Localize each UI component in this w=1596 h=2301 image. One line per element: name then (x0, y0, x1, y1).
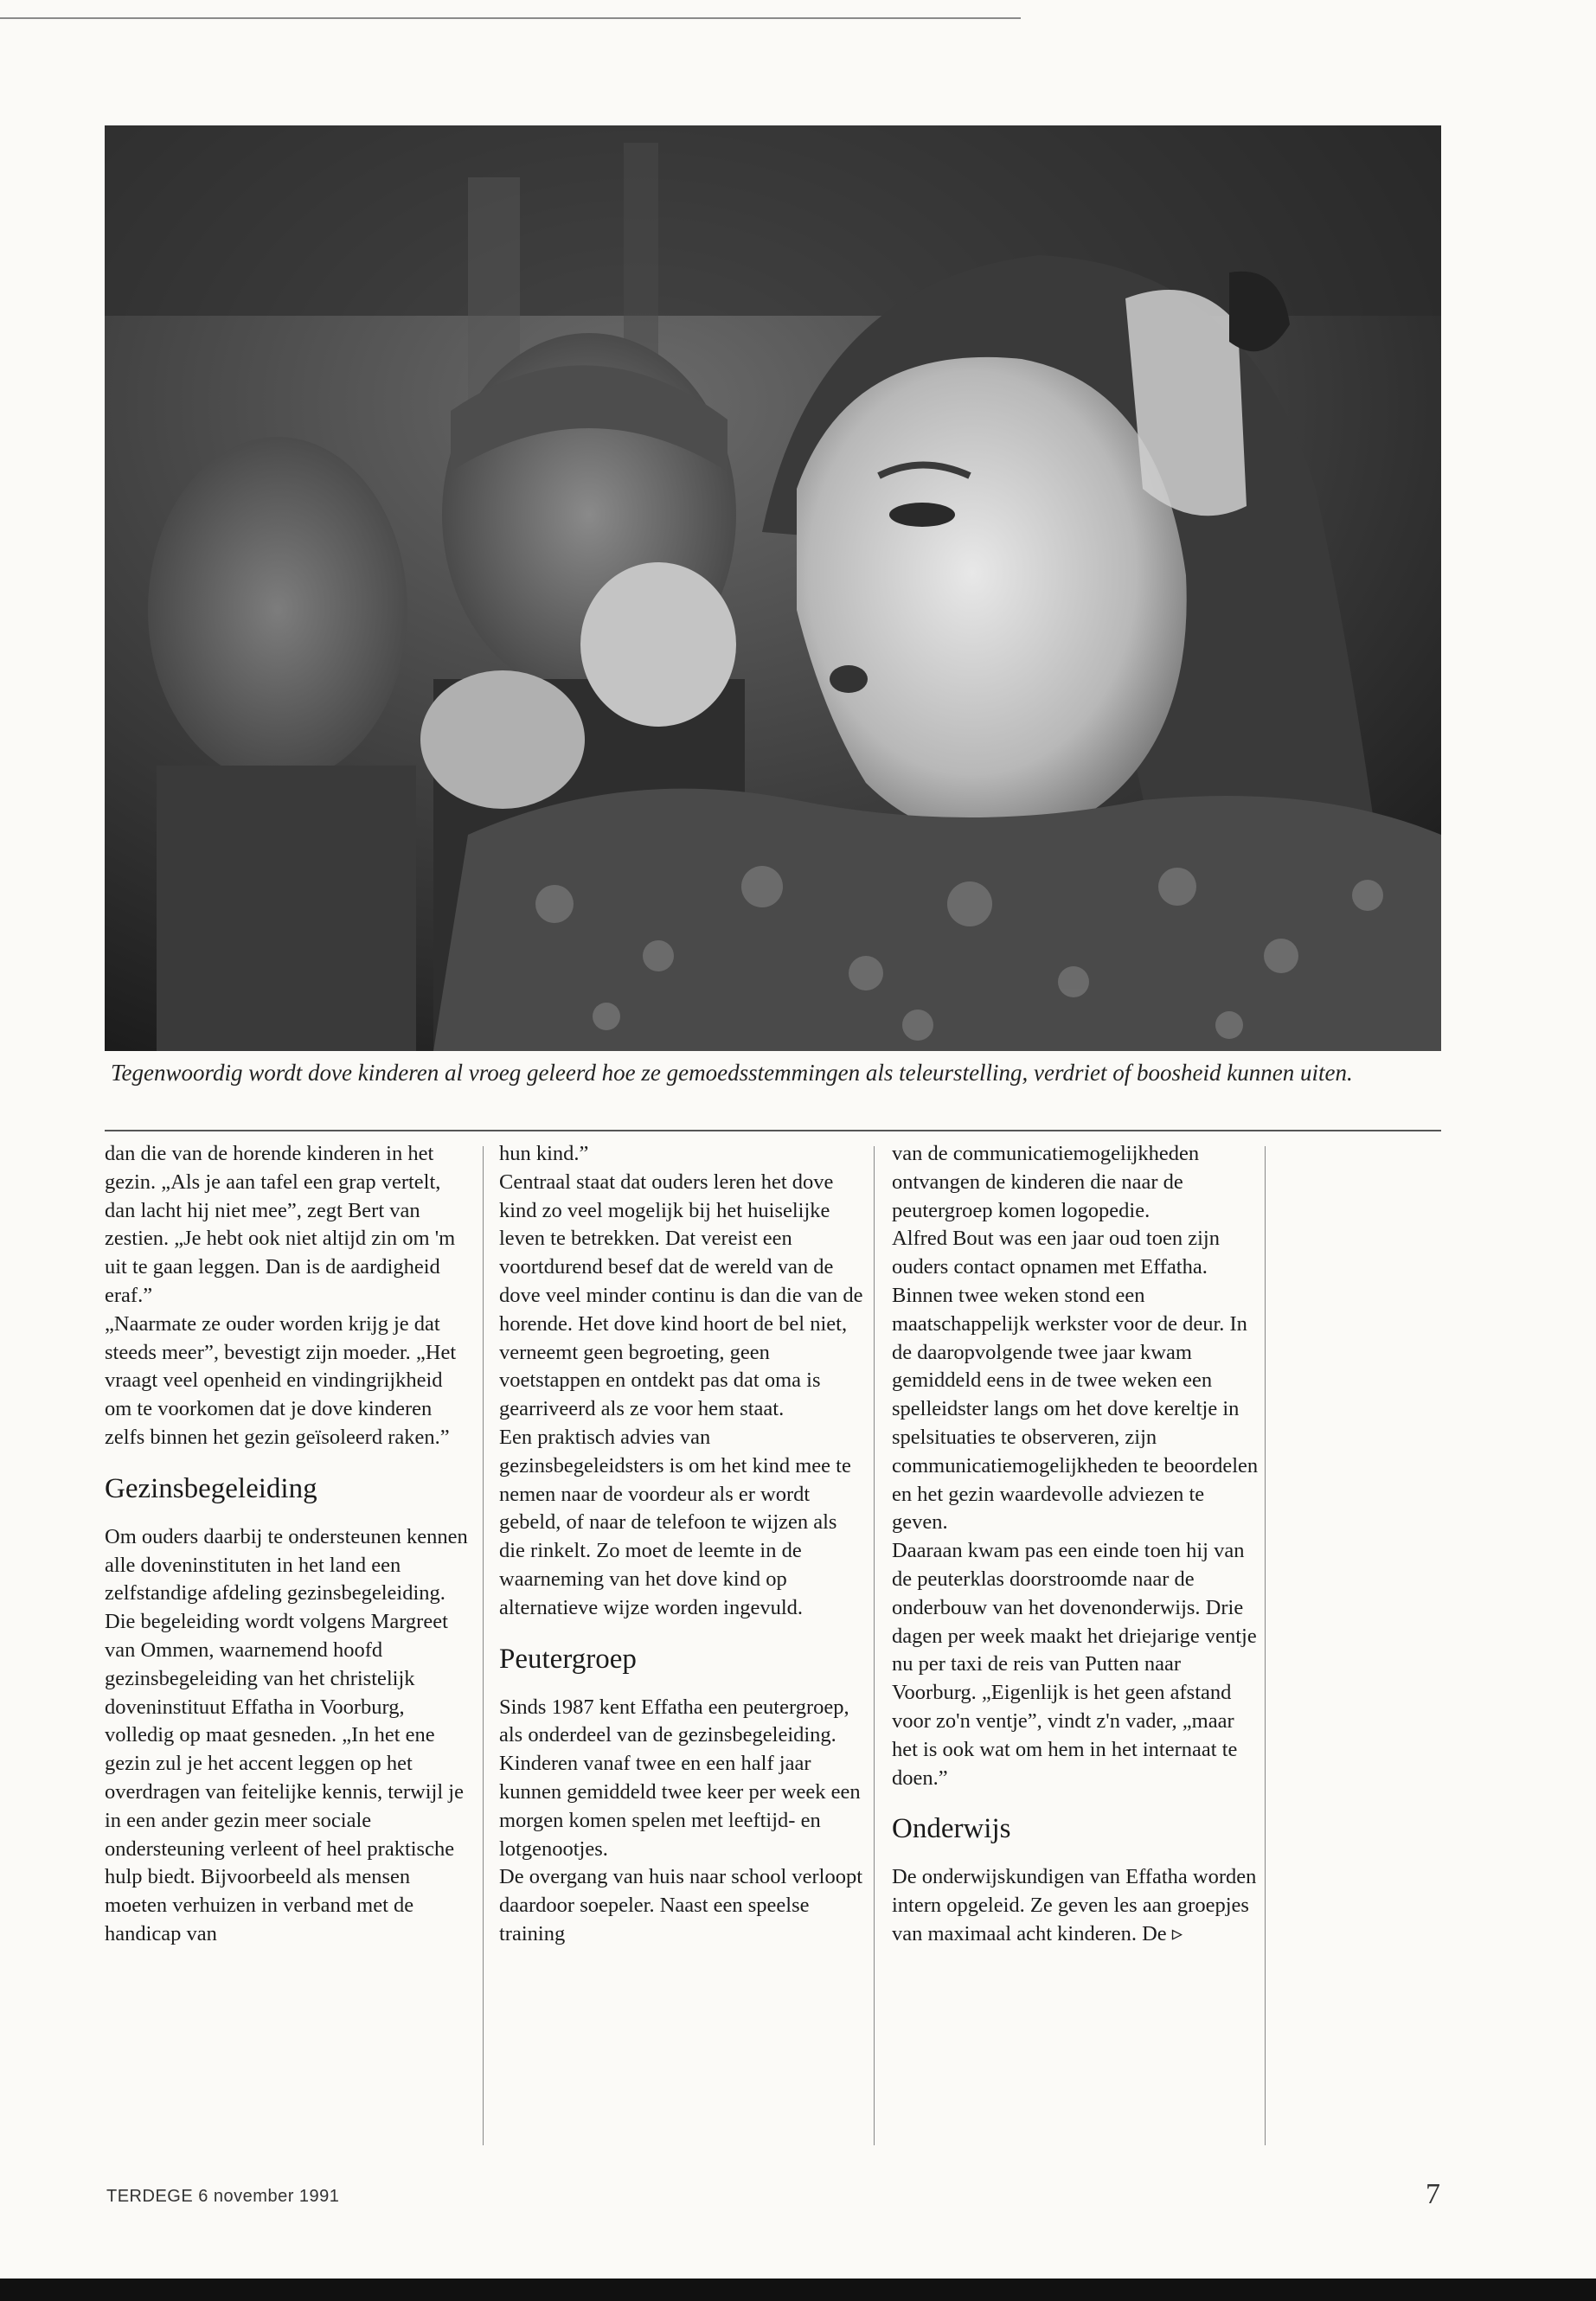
article-column-1 (105, 1140, 472, 1949)
paragraph: Daaraan kwam pas een einde toen hij van de peuterklas doorstroomde naar de onderbouw van het dovenonderwijs. Drie dagen per week maakt het driejarige ventje nu per taxi de reis van Putten naar Voorburg. „Eigenlijk is het geen afstand voor zo'n ventje”, vindt z'n vader, „maar het is ook wat om hem in het internaat te doen.” (892, 1539, 1257, 1790)
paragraph: De overgang van huis naar school verloopt daardoor soepeler. Naast een speelse training (499, 1865, 863, 1945)
column-divider (1265, 1146, 1266, 2145)
scan-edge-bar (0, 2279, 1596, 2301)
column-divider (874, 1146, 875, 2145)
publication-footer: TERDEGE 6 november 1991 (106, 2187, 340, 2206)
paragraph: Om ouders daarbij te ondersteunen kennen alle doveninstituten in het land een zelfstandige afdeling gezinsbegeleiding. Die begeleiding wordt volgens Margreet van Ommen, waarnemend hoofd gezinsbegeleiding van het christelijk doveninstituut Effatha in Voorburg, volledig op maat gesneden. „In het ene gezin zul je het accent leggen op het overdragen van feitelijke kennis, terwijl je in een ander gezin meer sociale ondersteuning verleent of heel praktische hulp biedt. Bijvoorbeeld als mensen moeten verhuizen in verband met de handicap van (105, 1524, 468, 1945)
paragraph: Alfred Bout was een jaar oud toen zijn ouders contact opnamen met Effatha. Binnen twee weken stond een maatschappelijk werkster voor de deur. In de daaropvolgende twee jaar kwam gemiddeld eens in de twee weken een spelleidster langs om het dove kereltje in spelsituaties te observeren, zijn communicatiemogelijkheden te beoordelen en het gezin waardevolle adviezen te geven. (892, 1227, 1259, 1535)
paragraph: Centraal staat dat ouders leren het dove kind zo veel mogelijk bij het huiselijke leven te betrekken. Dat vereist een voortdurend besef dat de wereld van de dove veel minder continu is dan die van de horende. Het dove kind hoort de bel niet, verneemt geen begroeting, geen voetstappen en ontdekt pas dat oma is gearriveerd als ze voor hem staat. (499, 1170, 863, 1421)
photo-caption: Tegenwoordig wordt dove kinderen al vroeg geleerd hoe ze gemoedsstemmingen als teleurstelling, verdriet of boosheid kunnen uiten. (111, 1060, 1353, 1086)
section-heading-onderwijs: Onderwijs (892, 1813, 1011, 1845)
page-number: 7 (1426, 2178, 1440, 2210)
top-rule (0, 17, 1021, 19)
section-heading-gezinsbegeleiding: Gezinsbegeleiding (105, 1472, 317, 1504)
article-column-3 (892, 1140, 1259, 1949)
column-divider (483, 1146, 484, 2145)
paragraph: Sinds 1987 kent Effatha een peutergroep, als onderdeel van de gezinsbegeleiding. Kinderen vanaf twee en een half jaar kunnen gemiddeld twee keer per week een morgen komen spelen met leeftijd- en lotgenootjes. (499, 1695, 861, 1861)
paragraph: hun kind.” (499, 1142, 589, 1165)
photo-icon (105, 125, 1441, 1051)
paragraph: „Naarmate ze ouder worden krijg je dat steeds meer”, bevestigt zijn moeder. „Het vraagt veel openheid en vindingrijkheid om te voorkomen dat je dove kinderen zelfs binnen het gezin geïsoleerd raken.” (105, 1311, 457, 1449)
paragraph: Een praktisch advies van gezinsbegeleidsters is om het kind mee te nemen naar de voordeur als er wordt gebeld, of naar de telefoon te wijzen als die rinkelt. Zo moet de leemte in de waarneming van het dove kind op alternatieve wijze worden ingevuld. (499, 1425, 851, 1619)
section-heading-peutergroep: Peutergroep (499, 1643, 637, 1675)
article-column-2 (499, 1140, 867, 1949)
paragraph: van de communicatiemogelijkheden ontvangen de kinderen die naar de peutergroep komen logopedie. (892, 1142, 1200, 1222)
caption-rule (105, 1130, 1441, 1131)
paragraph: De onderwijskundigen van Effatha worden intern opgeleid. Ze geven les aan groepjes van maximaal acht kinderen. De ▹ (892, 1865, 1257, 1945)
paragraph: dan die van de horende kinderen in het gezin. „Als je aan tafel een grap vertelt, dan lacht hij niet mee”, zegt Bert van zestien. „Je hebt ook niet altijd zin om 'm uit te gaan leggen. Dan is de aardigheid eraf.” (105, 1142, 456, 1307)
article-photo (105, 125, 1441, 1051)
